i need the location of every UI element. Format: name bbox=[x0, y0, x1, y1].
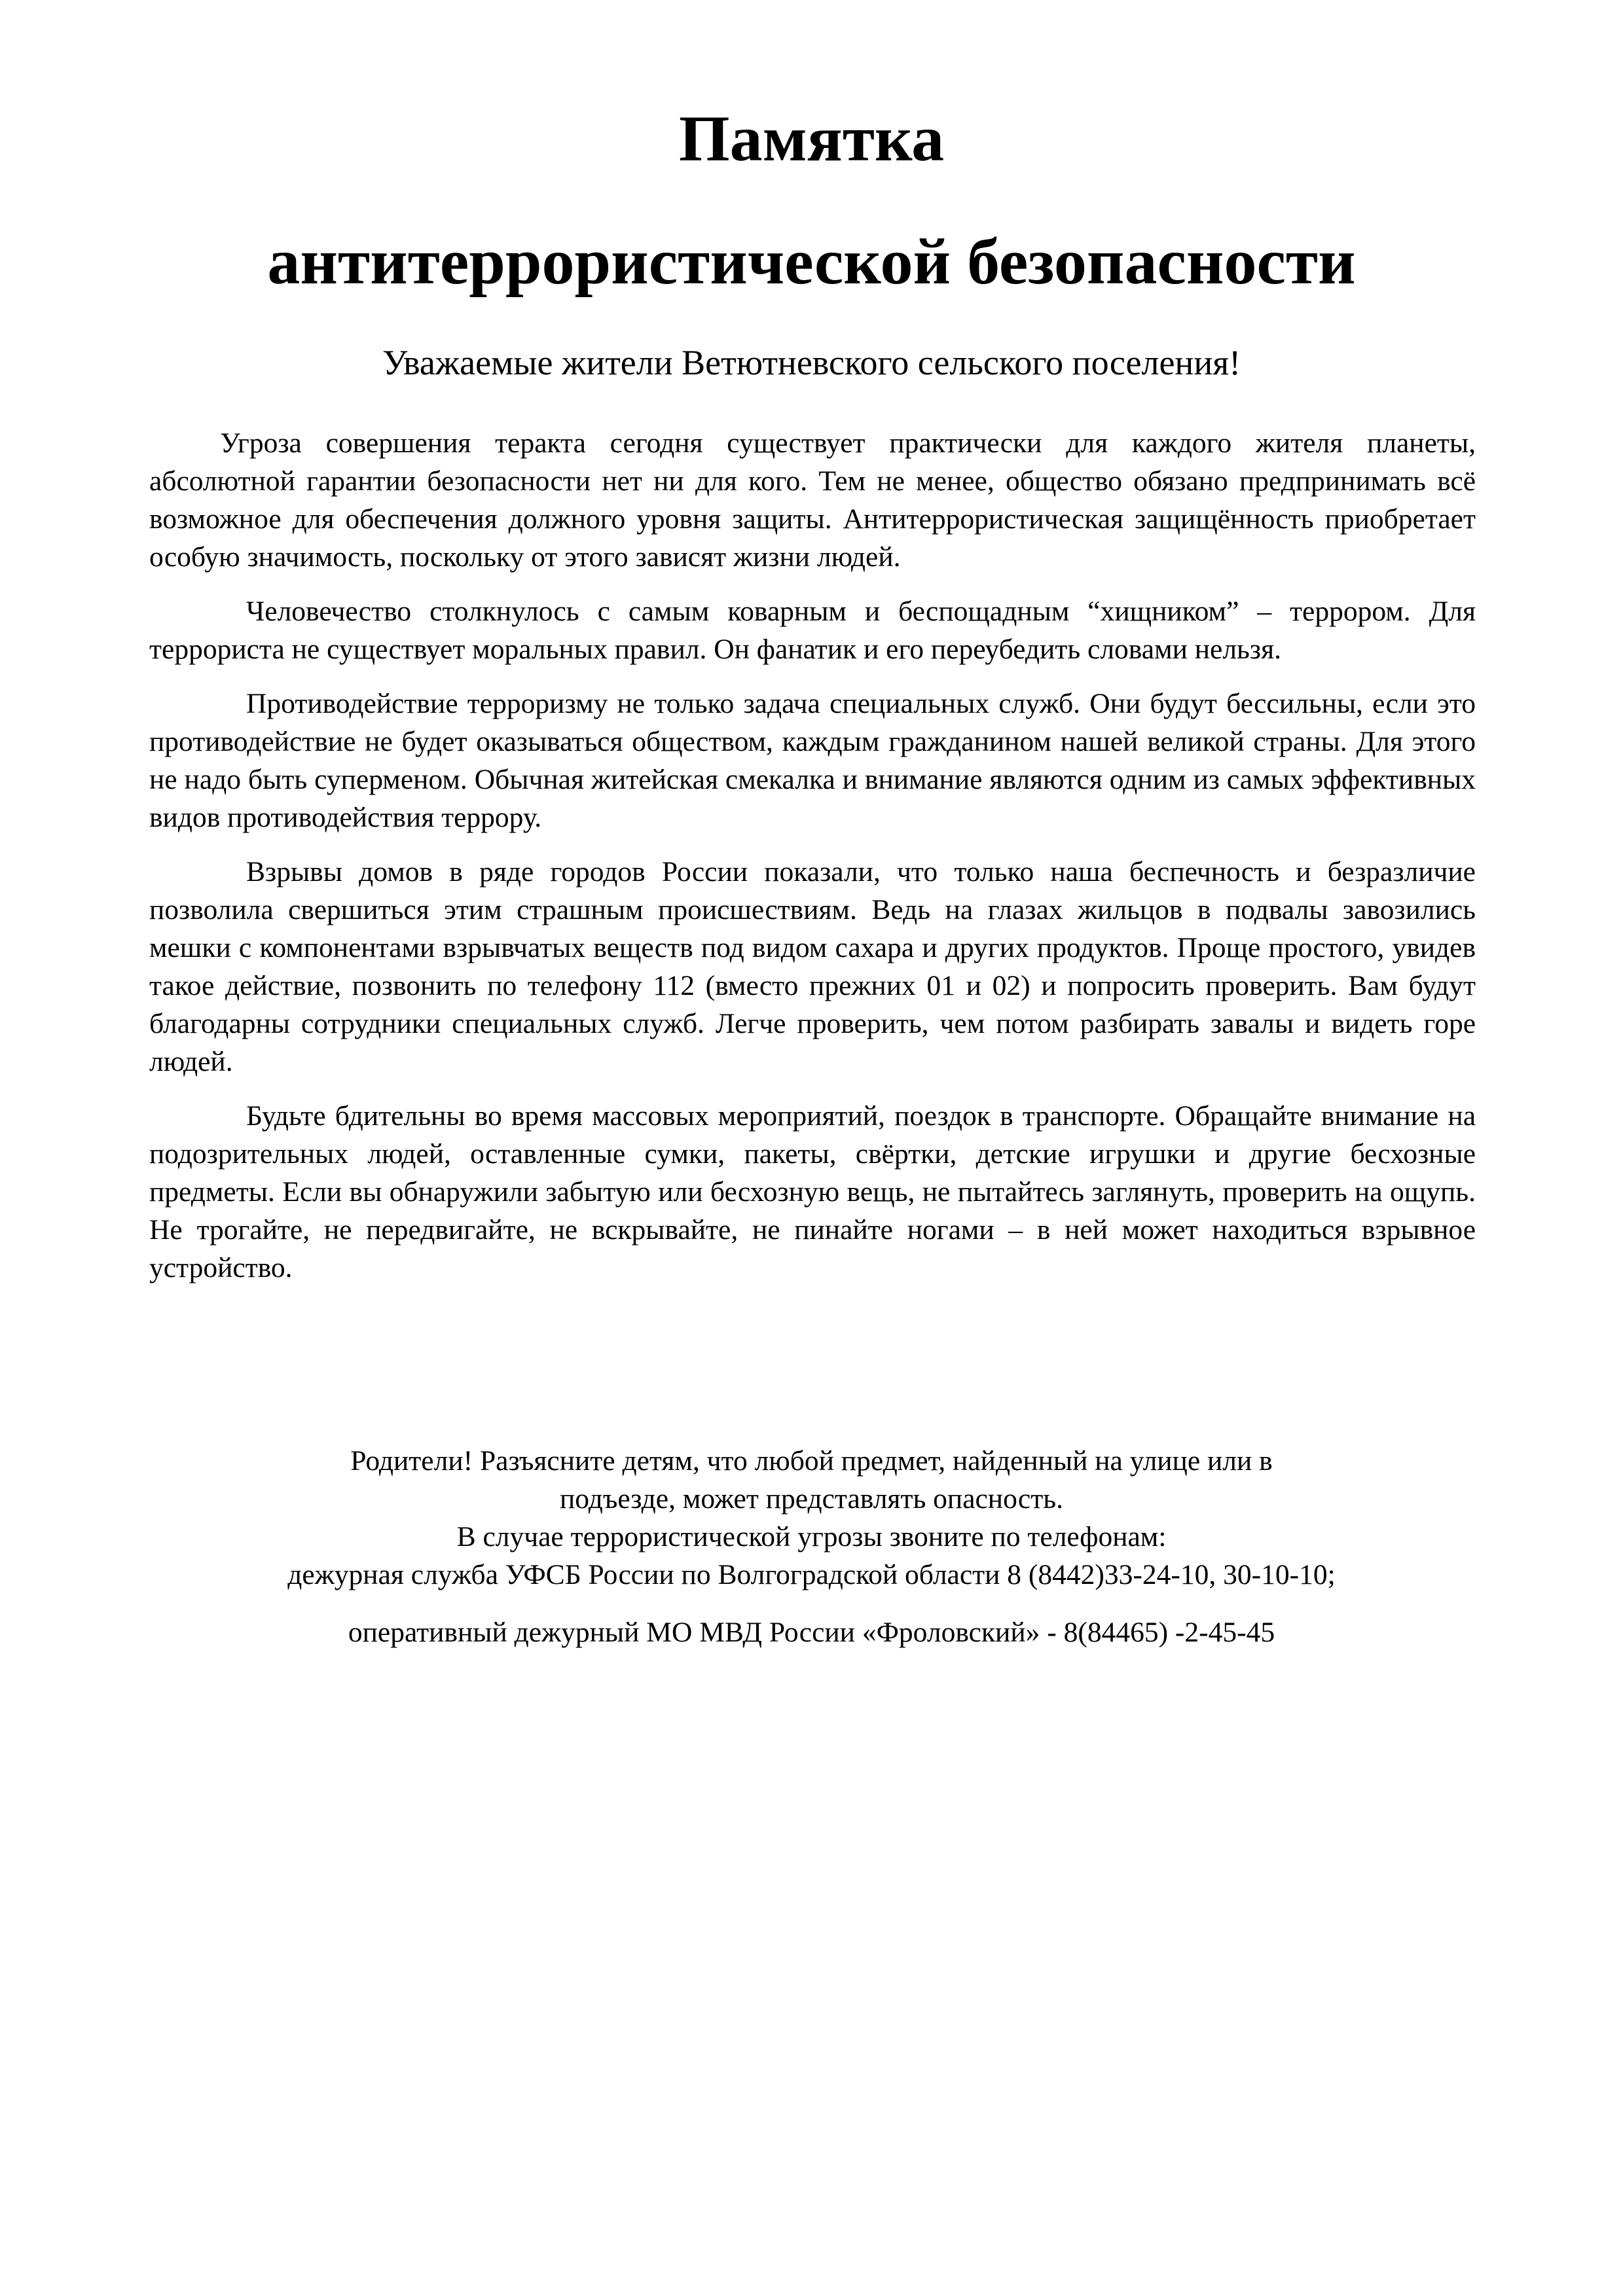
paragraph-explosions: Взрывы домов в ряде городов России показали, что только наша беспечность и безразличие позволила свершиться этим страшным происшествиям. Ведь на глазах жильцов в подвалы завозились мешки с компонентами взрывчатых веществ под видом сахара и других продуктов. Проще простого, увидев такое действие, позвонить по телефону 112 (вместо прежних 01 и 02) и попросить проверить. Вам будут благодарны сотрудники специальных служб. Легче проверить, чем потом разбирать завалы и видеть горе людей. bbox=[149, 856, 1476, 1077]
parents-notice-line-2: подъезде, может представлять опасность. bbox=[560, 1483, 1063, 1515]
fsb-phone-line: дежурная служба УФСБ России по Волгоградской области 8 (8442)33-24-10, 30-10-10; bbox=[287, 1559, 1336, 1590]
paragraph-counteraction: Противодействие терроризму не только задача специальных служб. Они будут бессильны, если это противодействие не будет оказываться обществом, каждым гражданином нашей великой страны. Для этого не надо быть суперменом. Обычная житейская смекалка и внимание являются одним из самых эффективных видов противодействия террору. bbox=[149, 688, 1476, 833]
contacts-footer bbox=[0, 1442, 1623, 1651]
document-subtitle: антитеррористической безопасности bbox=[267, 225, 1356, 298]
paragraph-vigilance: Будьте бдительны во время массовых мероприятий, поездок в транспорте. Обращайте внимание на подозрительных людей, оставленные сумки, пакеты, свёртки, детские игрушки и другие бесхозные предметы. Если вы обнаружили забытую или бесхозную вещь, не пытайтесь заглянуть, проверить на ощупь. Не трогайте, не передвигайте, не вскрывайте, не пинайте ногами – в ней может находиться взрывное устройство. bbox=[149, 1100, 1476, 1283]
body-text bbox=[149, 424, 1476, 1287]
call-instruction: В случае террористической угрозы звоните по телефонам: bbox=[456, 1521, 1167, 1552]
parents-notice-line-1: Родители! Разъясните детям, что любой предмет, найденный на улице или в bbox=[350, 1445, 1273, 1477]
greeting: Уважаемые жители Ветютневского сельского поселения! bbox=[382, 343, 1241, 382]
paragraph-threat: Угроза совершения теракта сегодня существует практически для каждого жителя планеты, абсолютной гарантии безопасности нет ни для кого. Тем не менее, общество обязано предпринимать всё возможное для обеспечения должного уровня защиты. Антитеррористическая защищённость приобретает особую значимость, поскольку от этого зависят жизни людей. bbox=[149, 427, 1476, 573]
mvd-phone-line: оперативный дежурный МО МВД России «Фроловский» - 8(84465) -2-45-45 bbox=[348, 1617, 1275, 1648]
document-title: Памятка bbox=[678, 102, 945, 175]
paragraph-humanity: Человечество столкнулось с самым коварным и беспощадным “хищником” – террором. Для террориста не существует моральных правил. Он фанатик и его переубедить словами нельзя. bbox=[149, 596, 1476, 665]
